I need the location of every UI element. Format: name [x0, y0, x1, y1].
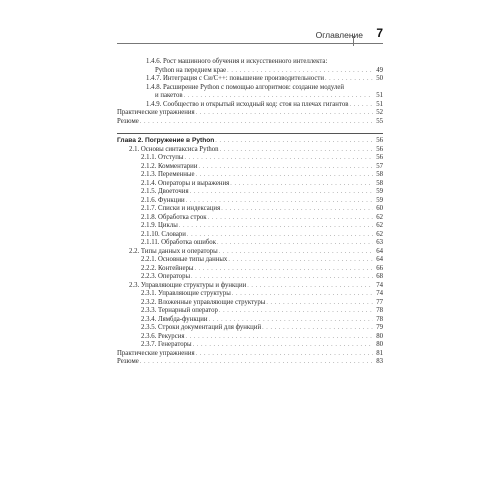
toc-entry[interactable]: [141, 290, 383, 299]
toc-entry[interactable]: [141, 273, 383, 282]
toc-entry-title: 2.1.9. Циклы: [141, 222, 178, 229]
toc-entry[interactable]: [146, 101, 383, 110]
toc-entry-title: 1.4.6. Рост машинного обучения и искусственного интеллекта:: [146, 58, 328, 65]
toc-entry-title: Практические упражнения: [117, 349, 195, 357]
toc-leader-dots: [325, 75, 373, 84]
toc-page-number: 63: [376, 239, 383, 246]
toc-leader-dots: [227, 67, 373, 76]
toc-entry[interactable]: [141, 197, 383, 206]
toc-entry-title: 2.3.3. Тернарный оператор: [141, 307, 218, 314]
table-of-contents: [117, 58, 383, 367]
toc-page-number: 79: [376, 324, 383, 331]
toc-leader-dots: [215, 137, 373, 146]
toc-entry[interactable]: [146, 75, 383, 84]
toc-entry-title: 2.1.1. Отступы: [141, 154, 184, 161]
toc-page-number: 64: [376, 256, 383, 263]
toc-entry-title: Практические упражнения: [117, 109, 195, 116]
toc-leader-dots: [232, 290, 373, 299]
toc-page-number: 83: [376, 358, 383, 365]
toc-entry-title: 1.4.7. Интеграция с Cи/C++: повышение производительности: [146, 75, 324, 82]
toc-entry[interactable]: [117, 350, 383, 359]
toc-page-number: 56: [376, 137, 383, 144]
toc-page-number: 55: [376, 117, 383, 125]
toc-entry[interactable]: [117, 358, 383, 367]
toc-leader-dots: [208, 214, 373, 223]
toc-leader-dots: [191, 273, 373, 282]
toc-page-number: 57: [376, 162, 383, 170]
toc-leader-dots: [196, 171, 373, 180]
toc-section-chapter-2: [117, 146, 383, 367]
toc-page-number: 62: [376, 230, 383, 238]
toc-page-number: 59: [376, 188, 383, 195]
toc-leader-dots: [190, 188, 373, 197]
toc-entry-title: 2.1.8. Обработка строк: [141, 213, 207, 221]
toc-entry[interactable]: [141, 222, 383, 231]
toc-page-number: 50: [376, 75, 383, 82]
toc-leader-dots: [349, 101, 373, 110]
toc-entry-title: 2.2.1. Основные типы данных: [141, 256, 228, 263]
toc-page-number: 51: [376, 100, 383, 108]
toc-page-number: 80: [376, 341, 383, 348]
toc-entry-title: 2.3.5. Строки документаций для функций: [141, 324, 262, 331]
toc-page-number: 60: [376, 205, 383, 212]
toc-entry-title: 2.1.10. Словари: [141, 230, 186, 238]
toc-page-number: 81: [376, 349, 383, 357]
toc-leader-dots: [196, 350, 373, 359]
toc-page-number: 78: [376, 307, 383, 314]
toc-leader-dots: [196, 109, 373, 118]
toc-page-number: 62: [376, 213, 383, 221]
toc-leader-dots: [262, 324, 373, 333]
toc-leader-dots: [198, 163, 373, 172]
toc-entry[interactable]: [141, 239, 383, 248]
toc-leader-dots: [266, 299, 373, 308]
toc-entry-title: 2.2.3. Операторы: [141, 273, 191, 280]
toc-entry[interactable]: [141, 231, 383, 240]
toc-leader-dots: [185, 333, 373, 342]
toc-entry-title: 2.1.4. Операторы и выражения: [141, 179, 230, 187]
running-head-title: Оглавление: [315, 30, 363, 40]
toc-leader-dots: [221, 205, 373, 214]
toc-entry[interactable]: [141, 307, 383, 316]
toc-entry[interactable]: [146, 58, 383, 75]
toc-entry[interactable]: [129, 146, 383, 155]
toc-page-number: 64: [376, 247, 383, 255]
toc-section-previous-chapter: [117, 58, 383, 126]
toc-entry[interactable]: [141, 180, 383, 189]
toc-entry-title: 2.1.7. Списки и индексация: [141, 205, 221, 212]
page-number: 7: [376, 26, 383, 40]
toc-page-number: 58: [376, 171, 383, 178]
toc-leader-dots: [219, 307, 373, 316]
toc-leader-dots: [186, 197, 373, 206]
toc-entry[interactable]: [141, 163, 383, 172]
toc-entry[interactable]: [117, 109, 383, 118]
toc-entry[interactable]: [141, 265, 383, 274]
toc-entry-title: 2.3. Управляющие структуры и функции: [129, 281, 247, 289]
toc-entry-title: 2.3.2. Вложенные управляющие структуры: [141, 298, 266, 306]
toc-page-number: 74: [376, 290, 383, 297]
toc-entry[interactable]: [129, 282, 383, 291]
toc-entry[interactable]: [146, 84, 383, 101]
toc-entry-title: 2.3.7. Генераторы: [141, 341, 192, 348]
toc-leader-dots: [184, 92, 373, 101]
toc-page-number: 56: [376, 154, 383, 161]
toc-entry[interactable]: [141, 324, 383, 333]
toc-leader-dots: [230, 180, 373, 189]
toc-leader-dots: [247, 282, 373, 291]
toc-entry[interactable]: [141, 214, 383, 223]
toc-entry-title: 1.4.8. Расширение Python с помощью алгоритмов: создание модулей: [146, 83, 345, 91]
toc-entry-title: 2.1.6. Функции: [141, 196, 185, 204]
toc-entry-title: 2.3.6. Рекурсия: [141, 332, 185, 340]
toc-page-number: 59: [376, 196, 383, 204]
toc-entry-title: Резюме: [117, 117, 139, 125]
toc-entry[interactable]: [117, 118, 383, 127]
toc-leader-dots: [217, 239, 373, 248]
toc-entry-title: 1.4.9. Сообщество и открытый исходный код: стоя на плечах гигантов: [146, 100, 349, 108]
toc-page-number: 56: [376, 145, 383, 153]
toc-page-number: 66: [376, 264, 383, 272]
toc-leader-dots: [219, 248, 373, 257]
chapter-rule: [117, 133, 383, 134]
toc-leader-dots: [193, 341, 373, 350]
toc-leader-dots: [209, 316, 373, 325]
toc-entry-title: 2.2.2. Контейнеры: [141, 264, 194, 272]
toc-entry[interactable]: [129, 248, 383, 257]
toc-entry[interactable]: [141, 341, 383, 350]
toc-entry[interactable]: [141, 316, 383, 325]
toc-leader-dots: [187, 231, 373, 240]
toc-entry-title-continued: и пакетов: [155, 92, 183, 99]
toc-page-number: 51: [376, 92, 383, 99]
toc-entry-title: 2.3.1. Управляющие структуры: [141, 290, 231, 297]
toc-entry[interactable]: [141, 171, 383, 180]
toc-leader-dots: [184, 154, 373, 163]
toc-leader-dots: [140, 118, 373, 127]
toc-page-number: 68: [376, 273, 383, 280]
toc-page-number: 74: [376, 281, 383, 289]
toc-entry[interactable]: [141, 256, 383, 265]
toc-leader-dots: [228, 256, 373, 265]
running-head: [117, 28, 383, 46]
toc-entry-title: 2.1.2. Комментарии: [141, 162, 198, 170]
toc-page-number: 49: [376, 66, 383, 74]
toc-entry[interactable]: [141, 154, 383, 163]
toc-entry-title: 2.1.3. Переменные: [141, 171, 195, 178]
toc-entry[interactable]: [141, 205, 383, 214]
toc-page-number: 77: [376, 298, 383, 306]
toc-entry-title-continued: Python на переднем крае: [155, 66, 227, 74]
toc-leader-dots: [220, 146, 373, 155]
toc-entry-title: 2.3.4. Лямбда-функции: [141, 315, 208, 323]
toc-leader-dots: [179, 222, 373, 231]
toc-entry-title: 2.1. Основы синтаксиса Python: [129, 145, 219, 153]
toc-entry-title: 2.1.11. Обработка ошибок: [141, 239, 217, 246]
toc-chapter-title: Глава 2. Погружение в Python: [117, 137, 215, 144]
toc-entry[interactable]: [141, 188, 383, 197]
toc-page-number: 62: [376, 222, 383, 229]
toc-entry[interactable]: [141, 299, 383, 308]
toc-leader-dots: [140, 358, 373, 367]
running-head-rule: [117, 43, 383, 44]
running-head-divider: [353, 36, 354, 46]
toc-entry-title: 2.2. Типы данных и операторы: [129, 247, 218, 255]
toc-page-number: 78: [376, 315, 383, 323]
toc-page-number: 80: [376, 332, 383, 340]
toc-entry-title: 2.1.5. Двоеточия: [141, 188, 189, 195]
toc-page-number: 52: [376, 109, 383, 116]
toc-page-number: 58: [376, 179, 383, 187]
toc-chapter-heading[interactable]: [117, 137, 383, 146]
toc-entry-title: Резюме: [117, 358, 139, 365]
toc-leader-dots: [194, 265, 373, 274]
toc-entry[interactable]: [141, 333, 383, 342]
